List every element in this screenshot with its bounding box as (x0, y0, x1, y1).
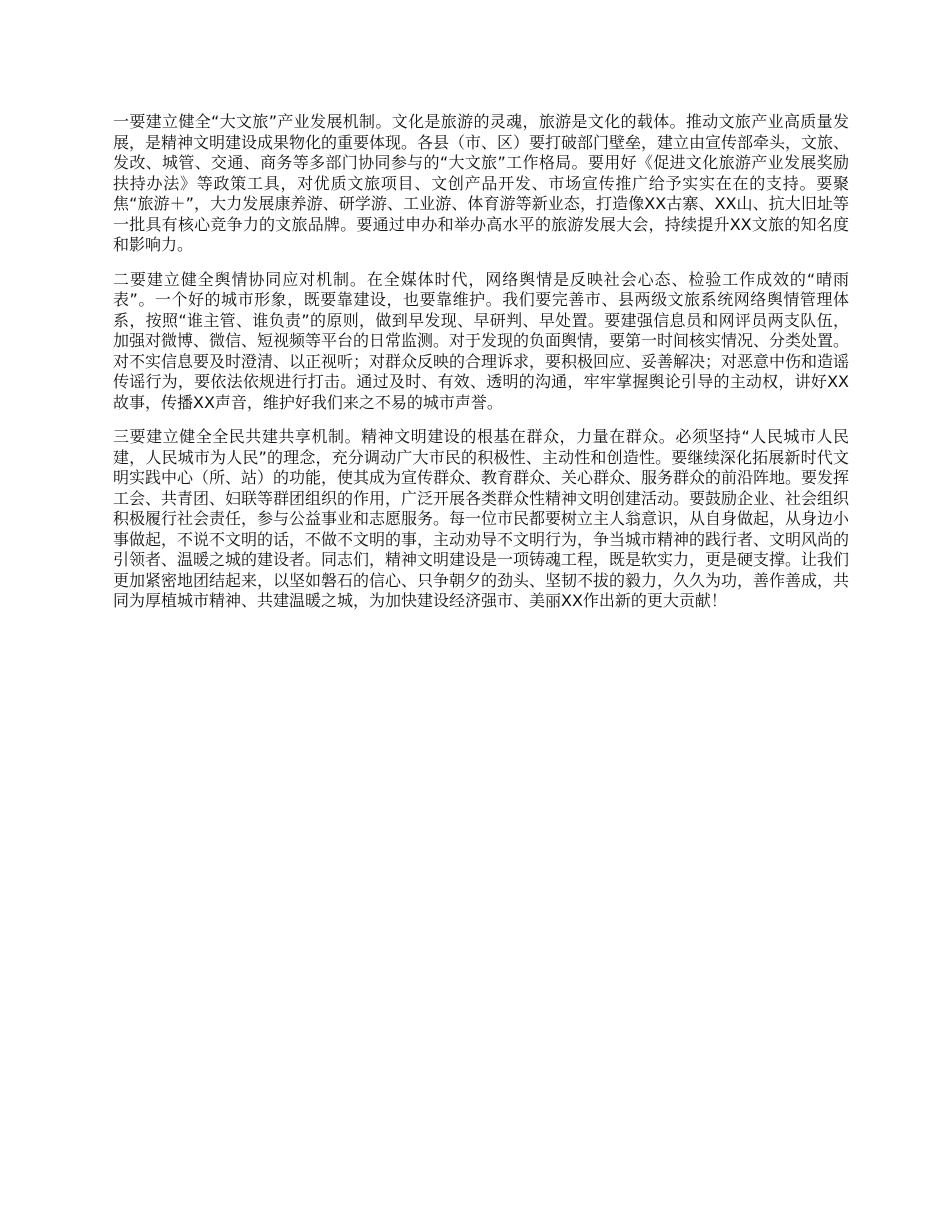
paragraph-co-construction: 三要建立健全全民共建共享机制。精神文明建设的根基在群众，力量在群众。必须坚持“人民城市人民建，人民城市为人民”的理念，充分调动广大市民的积极性、主动性和创造性。要继续深化拓展新时代文明实践中心（所、站）的功能，使其成为宣传群众、教育群众、关心群众、服务群众的前沿阵地。要发挥工会、共青团、妇联等群团组织的作用，广泛开展各类群众性精神文明创建活动。要鼓励企业、社会组织积极履行社会责任，参与公益事业和志愿服务。每一位市民都要树立主人翁意识，从自身做起，从身边小事做起，不说不文明的话，不做不文明的事，主动劝导不文明行为，争当城市精神的践行者、文明风尚的引领者、温暖之城的建设者。同志们，精神文明建设是一项铸魂工程，既是软实力，更是硬支撑。让我们更加紧密地团结起来，以坚如磐石的信心、只争朝夕的劲头、坚韧不拔的毅力，久久为功，善作善成，共同为厚植城市精神、共建温暖之城，为加快建设经济强市、美丽XX作出新的更大贡献！ (113, 427, 850, 610)
paragraph-public-opinion: 二要建立健全舆情协同应对机制。在全媒体时代，网络舆情是反映社会心态、检验工作成效的“晴雨表”。一个好的城市形象，既要靠建设，也要靠维护。我们要完善市、县两级文旅系统网络舆情管理体系，按照“谁主管、谁负责”的原则，做到早发现、早研判、早处置。要建强信息员和网评员两支队伍，加强对微博、微信、短视频等平台的日常监测。对于发现的负面舆情，要第一时间核实情况、分类处置。对不实信息要及时澄清、以正视听；对群众反映的合理诉求，要积极回应、妥善解决；对恶意中伤和造谣传谣行为，要依法依规进行打击。通过及时、有效、透明的沟通，牢牢掌握舆论引导的主动权，讲好XX故事，传播XX声音，维护好我们来之不易的城市声誉。 (113, 269, 850, 412)
paragraph-cultural-tourism: 一要建立健全“大文旅”产业发展机制。文化是旅游的灵魂，旅游是文化的载体。推动文旅产业高质量发展，是精神文明建设成果物化的重要体现。各县（市、区）要打破部门壁垒，建立由宣传部牵头，文旅、发改、城管、交通、商务等多部门协同参与的“大文旅”工作格局。要用好《促进文化旅游产业发展奖励扶持办法》等政策工具，对优质文旅项目、文创产品开发、市场宣传推广给予实实在在的支持。要聚焦“旅游＋”，大力发展康养游、研学游、工业游、体育游等新业态，打造像XX古寨、XX山、抗大旧址等一批具有核心竞争力的文旅品牌。要通过申办和举办高水平的旅游发展大会，持续提升XX文旅的知名度和影响力。 (113, 112, 850, 254)
document-body (113, 112, 849, 626)
